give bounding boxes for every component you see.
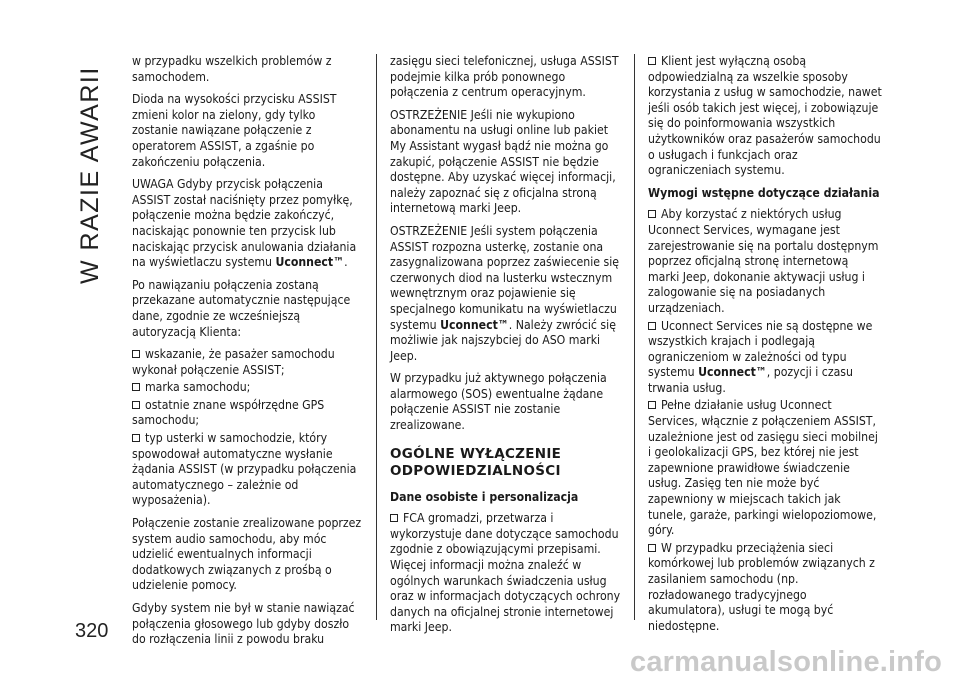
section-heading: OGÓLNE WYŁĄCZENIE ODPOWIEDZIALNOŚCI bbox=[390, 445, 562, 479]
subheading: Wymogi wstępne dotyczące działania bbox=[648, 185, 880, 200]
brand-uconnect: Uconnect™ bbox=[698, 365, 767, 380]
column-divider bbox=[376, 54, 377, 620]
page-number: 320 bbox=[75, 620, 109, 642]
paragraph: w przypadku wszelkich problemów z samochodem. bbox=[132, 54, 332, 84]
text-column-2 bbox=[390, 54, 622, 638]
checkbox-bullet-icon bbox=[132, 350, 140, 358]
brand-uconnect: Uconnect™ bbox=[275, 255, 345, 270]
checkbox-bullet-icon bbox=[648, 57, 656, 65]
checkbox-bullet-icon bbox=[648, 401, 656, 409]
checkbox-bullet-icon bbox=[648, 210, 656, 218]
paragraph: Połączenie zostanie zrealizowane poprzez system audio samochodu, aby móc udzielić ewentualnych informacji dodatkowych związanych z prośbą o udzielenie pomocy. bbox=[132, 516, 362, 593]
list-item: Klient jest wyłączną osobą odpowiedzialną za wszelkie sposoby korzystania z usług w samochodzie, nawet jeśli osób takich jest więcej, i zobowiązuje się do poinformowania wszystkich użytkowników oraz pasażerów samochodu o usługach i funkcjach oraz ograniczeniach systemu. bbox=[648, 54, 882, 178]
paragraph: Po nawiązaniu połączenia zostaną przekazane automatycznie następujące dane, zgodnie ze wcześniejszą autoryzacją Klienta: bbox=[132, 277, 351, 339]
warning-paragraph: OSTRZEŻENIE Jeśli system połączenia ASSIST rozpozna usterkę, zostanie ona zasygnalizowana poprzez zaświecenie się czerwonych diod na lusterku wstecznym wewnętrznym oraz pojawienie się specjalnego komunikatu na wyświetlaczu systemu Uconnect™. Należy zwrócić się możliwie jak najszybciej do ASO marki Jeep. bbox=[390, 223, 620, 363]
checkbox-bullet-icon bbox=[648, 544, 656, 552]
note-paragraph: UWAGA Gdyby przycisk połączenia ASSIST został naciśnięty przez pomyłkę, połączenie można będzie zakończyć, naciskając ponownie ten przycisk lub naciskając przycisk anulowania działania na wyświetlaczu systemu Uconnect™. bbox=[132, 177, 357, 270]
warning-paragraph: OSTRZEŻENIE Jeśli nie wykupiono abonamentu na usługi online lub pakiet My Assistant wygasł bądź nie można go zakupić, połączenie ASSIST nie będzie dostępne. Aby uzyskać więcej informacji, należy zapoznać się z oficjalna stroną internetową marki Jeep. bbox=[390, 107, 616, 216]
list-item: marka samochodu; bbox=[132, 380, 364, 396]
list-item: Uconnect Services nie są dostępne we wszystkich krajach i podlegają ograniczeniom w zależności od typu systemu Uconnect™, pozycji i czasu trwania usług. bbox=[648, 318, 873, 395]
list-item: Pełne działanie usług Uconnect Services, włącznie z połączeniem ASSIST, uzależnione jest od zasięgu sieci mobilnej i geolokalizacji GPS, bez której nie jest zapewnione prawidłowe świadczenie usług. Zasięg ten nie może być zapewniony w miejscach takich jak tunele, garaże, parkingi wielopoziomowe, góry. bbox=[648, 398, 878, 538]
text-column-3 bbox=[648, 54, 882, 636]
watermark: carmanualsonline.info bbox=[630, 646, 942, 678]
paragraph: Dioda na wysokości przycisku ASSIST zmieni kolor na zielony, gdy tylko zostanie nawiązane połączenie z operatorem ASSIST, a zgaśnie po zakończeniu połączenia. bbox=[132, 92, 337, 169]
list-item: ostatnie znane współrzędne GPS samochodu; bbox=[132, 397, 325, 428]
checkbox-bullet-icon bbox=[132, 401, 140, 409]
paragraph: zasięgu sieci telefonicznej, usługa ASSIST podejmie kilka prób ponownego połączenia z centrum operacyjnym. bbox=[390, 54, 619, 100]
list-item: Aby korzystać z niektórych usług Uconnect Services, wymagane jest zarejestrowanie się na portalu dostępnym poprzez oficjalną stronę internetową marki Jeep, dokonanie aktywacji usług i zalogowanie się na posiadanych urządzeniach. bbox=[648, 207, 879, 315]
list-item: W przypadku przeciążenia sieci komórkowej lub problemów związanych z zasilaniem samochodu (np. rozładowanego tradycyjnego akumulatora), usługi te mogą być niedostępne. bbox=[648, 540, 875, 633]
list-item: typ usterki w samochodzie, który spowodował automatyczne wysłanie żądania ASSIST (w przypadku połączenia automatycznego – zależnie od wyposażenia). bbox=[132, 431, 357, 508]
checkbox-bullet-icon bbox=[648, 322, 656, 330]
checkbox-bullet-icon bbox=[132, 383, 140, 391]
subheading: Dane osobiste i personalizacja bbox=[390, 489, 579, 504]
checkbox-bullet-icon bbox=[390, 514, 398, 522]
section-title-text: W RAZIE AWARII bbox=[76, 66, 104, 284]
paragraph: Gdyby system nie był w stanie nawiązać połączenia głosowego lub gdyby doszło do rozłączenia linii z powodu braku bbox=[132, 601, 355, 647]
text-column-1 bbox=[132, 54, 364, 655]
section-title bbox=[70, 34, 110, 294]
list-item: wskazanie, że pasażer samochodu wykonał połączenie ASSIST; bbox=[132, 347, 335, 377]
brand-uconnect: Uconnect™ bbox=[440, 317, 509, 332]
checkbox-bullet-icon bbox=[132, 434, 140, 442]
list-item: FCA gromadzi, przetwarza i wykorzystuje dane dotyczące samochodu zgodnie z obowiązującymi przepisami. Więcej informacji można znaleźć w ogólnych warunkach świadczenia usług oraz w informacjach dotyczących ochrony danych na oficjalnej stronie internetowej marki Jeep. bbox=[390, 511, 621, 635]
column-divider bbox=[634, 54, 635, 620]
paragraph: W przypadku już aktywnego połączenia alarmowego (SOS) ewentualne żądane połączenie ASSIST nie zostanie zrealizowane. bbox=[390, 371, 607, 433]
